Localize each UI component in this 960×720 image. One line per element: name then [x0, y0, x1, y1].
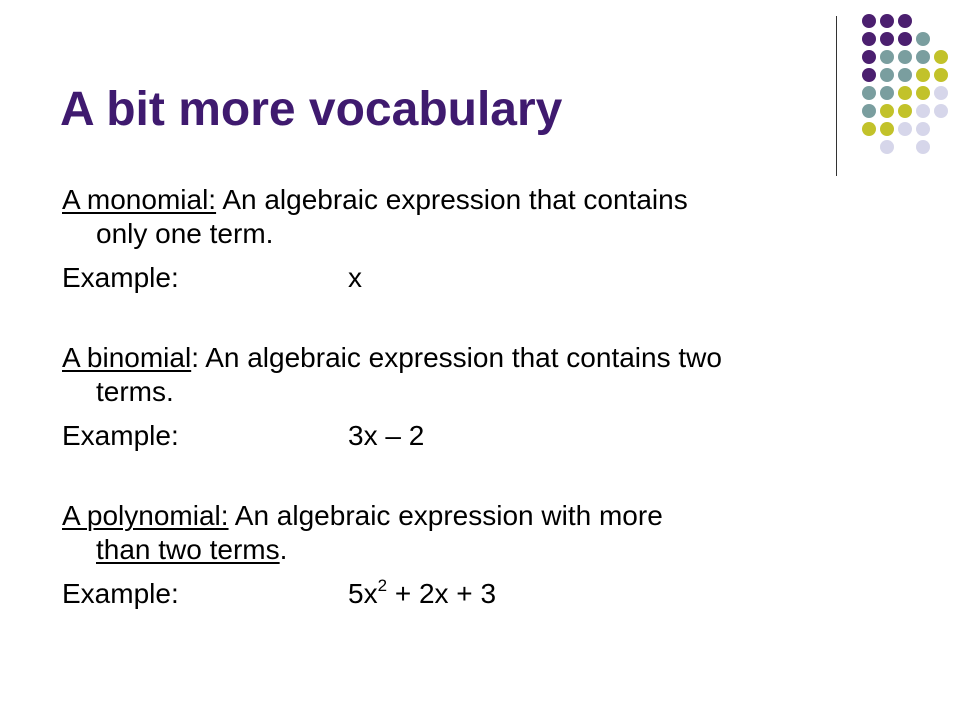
decorative-dot — [880, 14, 894, 28]
decorative-dot — [898, 122, 912, 136]
monomial-definition-text: An algebraic expression that contains — [222, 184, 688, 215]
binomial-term-suffix: : — [191, 342, 199, 373]
binomial-example — [62, 420, 424, 452]
decorative-dot — [898, 68, 912, 82]
decorative-dot — [862, 104, 876, 118]
decorative-dot — [916, 50, 930, 64]
decorative-dot — [862, 32, 876, 46]
decorative-dot — [898, 104, 912, 118]
decorative-dot — [880, 32, 894, 46]
decorative-dot — [916, 140, 930, 154]
binomial-definition-line1 — [62, 342, 722, 374]
decorative-dot — [916, 104, 930, 118]
binomial-definition-text: An algebraic expression that contains two — [205, 342, 722, 373]
polynomial-definition-line1 — [62, 500, 663, 532]
decorative-dot — [862, 50, 876, 64]
decorative-dot — [862, 14, 876, 28]
decorative-dot — [916, 68, 930, 82]
binomial-example-label: Example: — [62, 420, 179, 451]
polynomial-example-exponent: 2 — [377, 575, 388, 595]
title-divider-line — [836, 16, 837, 176]
decorative-dot — [880, 140, 894, 154]
decorative-dot — [880, 68, 894, 82]
polynomial-definition-period: . — [279, 534, 288, 565]
decorative-dot — [916, 122, 930, 136]
monomial-definition-line2: only one term. — [96, 218, 274, 249]
decorative-dot — [862, 122, 876, 136]
polynomial-definition-line2 — [96, 534, 287, 566]
decorative-dot — [916, 86, 930, 100]
decorative-dot — [934, 68, 948, 82]
decorative-dot — [898, 50, 912, 64]
decorative-dot — [898, 86, 912, 100]
binomial-definition-line2: terms. — [96, 376, 174, 407]
decorative-dot — [880, 86, 894, 100]
monomial-definition-line1 — [62, 184, 688, 216]
slide-title: A bit more vocabulary — [60, 83, 563, 136]
decorative-dot — [862, 86, 876, 100]
monomial-term: A monomial: — [62, 184, 217, 215]
polynomial-definition-text: An algebraic expression with more — [234, 500, 663, 531]
monomial-example — [62, 262, 362, 294]
decorative-dot — [862, 68, 876, 82]
binomial-term: A binomial — [62, 342, 192, 373]
decorative-dot — [880, 104, 894, 118]
decorative-dot — [934, 104, 948, 118]
decorative-dot — [898, 32, 912, 46]
decorative-dot — [934, 50, 948, 64]
polynomial-example-rest: + 2x + 3 — [387, 578, 497, 609]
binomial-example-value: 3x – 2 — [348, 420, 425, 451]
polynomial-example-label: Example: — [62, 578, 179, 609]
decorative-dot — [916, 32, 930, 46]
polynomial-example-base: 5x — [348, 578, 378, 609]
decorative-dot — [898, 14, 912, 28]
monomial-example-value: x — [348, 262, 362, 293]
monomial-example-label: Example: — [62, 262, 179, 293]
polynomial-example — [62, 575, 497, 610]
decorative-dot — [934, 86, 948, 100]
decorative-dot — [880, 122, 894, 136]
decorative-dot — [880, 50, 894, 64]
polynomial-definition-underlined: than two terms — [96, 534, 280, 565]
polynomial-term: A polynomial: — [62, 500, 229, 531]
